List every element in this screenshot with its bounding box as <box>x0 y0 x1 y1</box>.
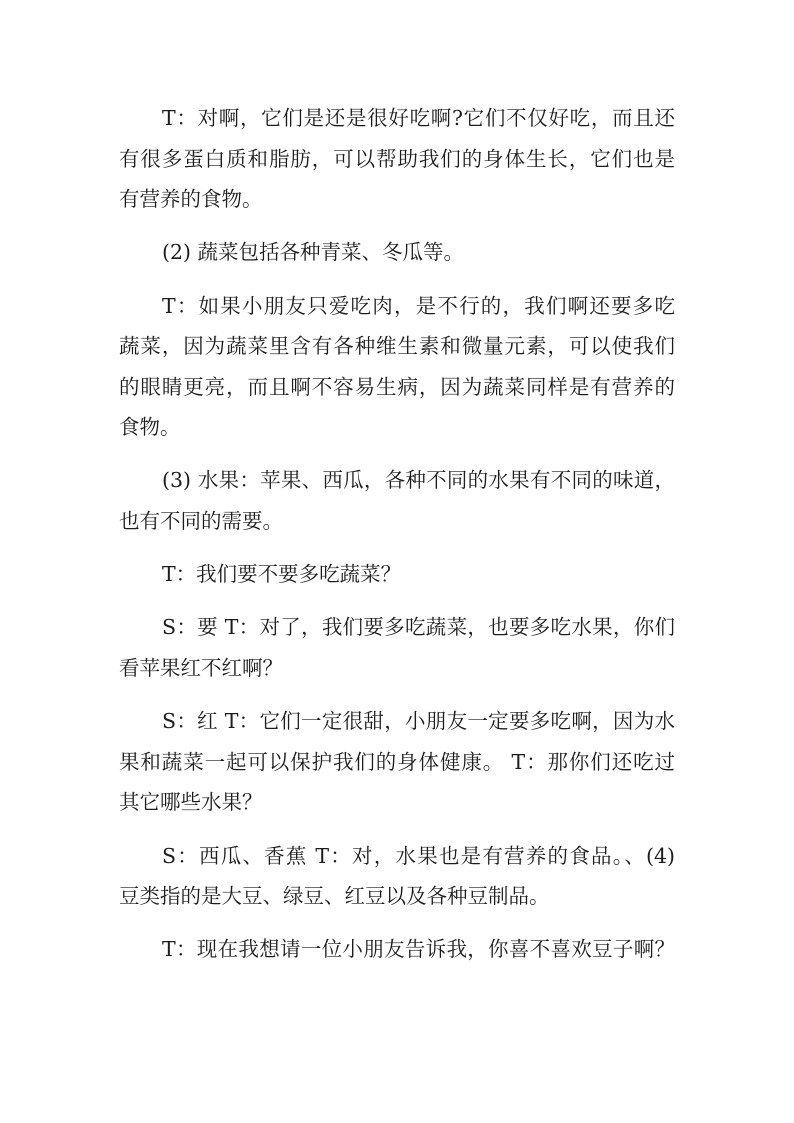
paragraph-1-line-2: 有很多蛋白质和脂肪，可以帮助我们的身体生长，它们也是 <box>119 146 675 171</box>
paragraph-1-line-1: T：对啊，它们是还是很好吃啊?它们不仅好吃，而且还 <box>162 106 675 130</box>
paragraph-7 <box>119 701 675 823</box>
paragraph-7-line-3: 其它哪些水果？ <box>119 790 263 815</box>
paragraph-5-line-1: T：我们要不要多吃蔬菜？ <box>162 562 402 587</box>
paragraph-4-line-2: 也有不同的需要。 <box>119 508 283 533</box>
paragraph-8-line-1: S：西瓜、香蕉 T：对，水果也是有营养的食品。、(4) <box>162 843 675 868</box>
paragraph-5 <box>119 554 675 595</box>
paragraph-4 <box>119 460 675 541</box>
paragraph-6-line-1: S：要 T：对了，我们要多吃蔬菜，也要多吃水果，你们 <box>162 615 675 640</box>
paragraph-3-line-3: 的眼睛更亮，而且啊不容易生病，因为蔬菜同样是有营养的 <box>119 374 675 399</box>
paragraph-9-line-1: T：现在我想请一位小朋友告诉我，你喜不喜欢豆子啊？ <box>162 937 675 962</box>
paragraph-3-line-2: 蔬菜，因为蔬菜里含有各种维生素和微量元素，可以使我们 <box>119 334 675 359</box>
paragraph-8 <box>119 836 675 917</box>
paragraph-6-line-2: 看苹果红不红啊？ <box>119 655 283 680</box>
paragraph-7-line-1: S：红 T：它们一定很甜，小朋友一定要多吃啊，因为水 <box>162 709 675 734</box>
paragraph-6 <box>119 607 675 688</box>
paragraph-1-line-3: 有营养的食物。 <box>119 187 263 211</box>
document-body <box>119 98 675 983</box>
paragraph-2-line-1: (2) 蔬菜包括各种青菜、冬瓜等。 <box>162 240 465 265</box>
paragraph-4-line-1: (3) 水果：苹果、西瓜，各种不同的水果有不同的味道， <box>162 468 675 493</box>
paragraph-3-line-1: T：如果小朋友只爱吃肉，是不行的，我们啊还要多吃 <box>162 293 675 318</box>
paragraph-9 <box>119 929 675 970</box>
paragraph-8-line-2: 豆类指的是大豆、绿豆、红豆以及各种豆制品。 <box>119 884 550 909</box>
paragraph-2 <box>119 232 675 273</box>
paragraph-3 <box>119 286 675 448</box>
paragraph-1 <box>119 98 675 220</box>
paragraph-7-line-2: 果和蔬菜一起可以保护我们的身体健康。 T：那你们还吃过 <box>119 749 675 774</box>
paragraph-3-line-4: 食物。 <box>119 415 181 440</box>
